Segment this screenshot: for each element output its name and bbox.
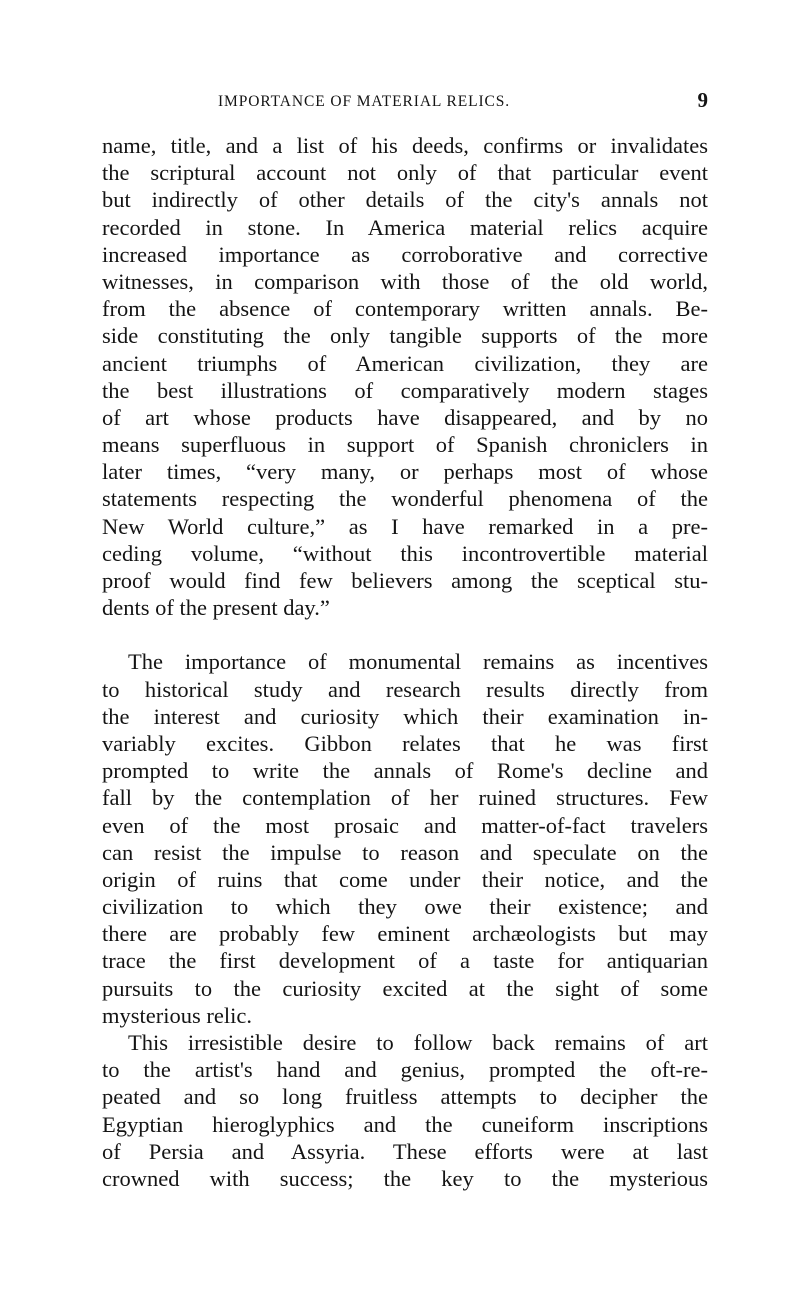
text-line: witnesses, in comparison with those of the old world,	[102, 268, 708, 294]
text-line: side constituting the only tangible supports of the more	[102, 323, 708, 349]
running-head	[100, 88, 708, 114]
text-line: civilization to which they owe their existence; and	[102, 894, 708, 920]
text-line: prompted to write the annals of Rome's decline and	[102, 758, 708, 784]
text-line: variably excites. Gibbon relates that he was first	[102, 730, 708, 756]
text-line: the best illustrations of comparatively modern stages	[102, 377, 708, 403]
text-line: can resist the impulse to reason and speculate on the	[102, 839, 708, 865]
text-line: mysterious relic.	[102, 1002, 252, 1028]
text-line: increased importance as corroborative and corrective	[102, 241, 708, 267]
text-line: to historical study and research results directly from	[102, 676, 708, 702]
paragraph	[102, 648, 708, 1029]
paragraph-gap	[102, 621, 708, 648]
page-number: 9	[697, 88, 708, 112]
running-title: IMPORTANCE OF MATERIAL RELICS.	[218, 93, 511, 110]
text-line: but indirectly of other details of the city's annals not	[102, 187, 708, 213]
text-line: dents of the present day.”	[102, 595, 330, 621]
text-line: statements respecting the wonderful phenomena of the	[102, 486, 708, 512]
text-line: New World culture,” as I have remarked in a pre-	[102, 513, 708, 539]
text-line: of Persia and Assyria. These efforts were at last	[102, 1138, 708, 1164]
text-line: trace the first development of a taste for antiquarian	[102, 948, 708, 974]
text-line: means superfluous in support of Spanish chroniclers in	[102, 432, 708, 458]
text-line: crowned with success; the key to the mysterious	[102, 1165, 708, 1191]
text-line: pursuits to the curiosity excited at the sight of some	[102, 975, 708, 1001]
text-line: of art whose products have disappeared, and by no	[102, 404, 708, 430]
text-line: name, title, and a list of his deeds, confirms or invalidates	[102, 133, 708, 158]
text-line: This irresistible desire to follow back remains of art	[128, 1030, 708, 1055]
text-line: The importance of monumental remains as incentives	[128, 649, 708, 675]
text-line: to the artist's hand and genius, prompted the oft-re-	[102, 1057, 708, 1083]
text-line: Egyptian hieroglyphics and the cuneiform inscriptions	[102, 1111, 708, 1137]
text-line: ceding volume, “without this incontrovertible material	[102, 540, 708, 566]
text-line: from the absence of contemporary written annals. Be-	[102, 296, 708, 322]
text-line: later times, “very many, or perhaps most of whose	[102, 459, 708, 485]
body-text	[102, 132, 708, 1192]
text-line: proof would find few believers among the sceptical stu-	[102, 568, 708, 593]
paragraph	[102, 132, 708, 621]
text-line: the interest and curiosity which their examination in-	[102, 703, 708, 729]
text-line: peated and so long fruitless attempts to decipher the	[102, 1084, 708, 1110]
text-line: fall by the contemplation of her ruined structures. Few	[102, 785, 708, 811]
text-line: the scriptural account not only of that particular event	[102, 160, 708, 186]
text-line: there are probably few eminent archæologists but may	[102, 921, 708, 947]
text-line: even of the most prosaic and matter-of-fact travelers	[102, 812, 708, 838]
paragraph	[102, 1029, 708, 1192]
text-line: origin of ruins that come under their notice, and the	[102, 866, 708, 892]
text-line: recorded in stone. In America material relics acquire	[102, 214, 708, 240]
text-line: ancient triumphs of American civilization, they are	[102, 350, 708, 376]
